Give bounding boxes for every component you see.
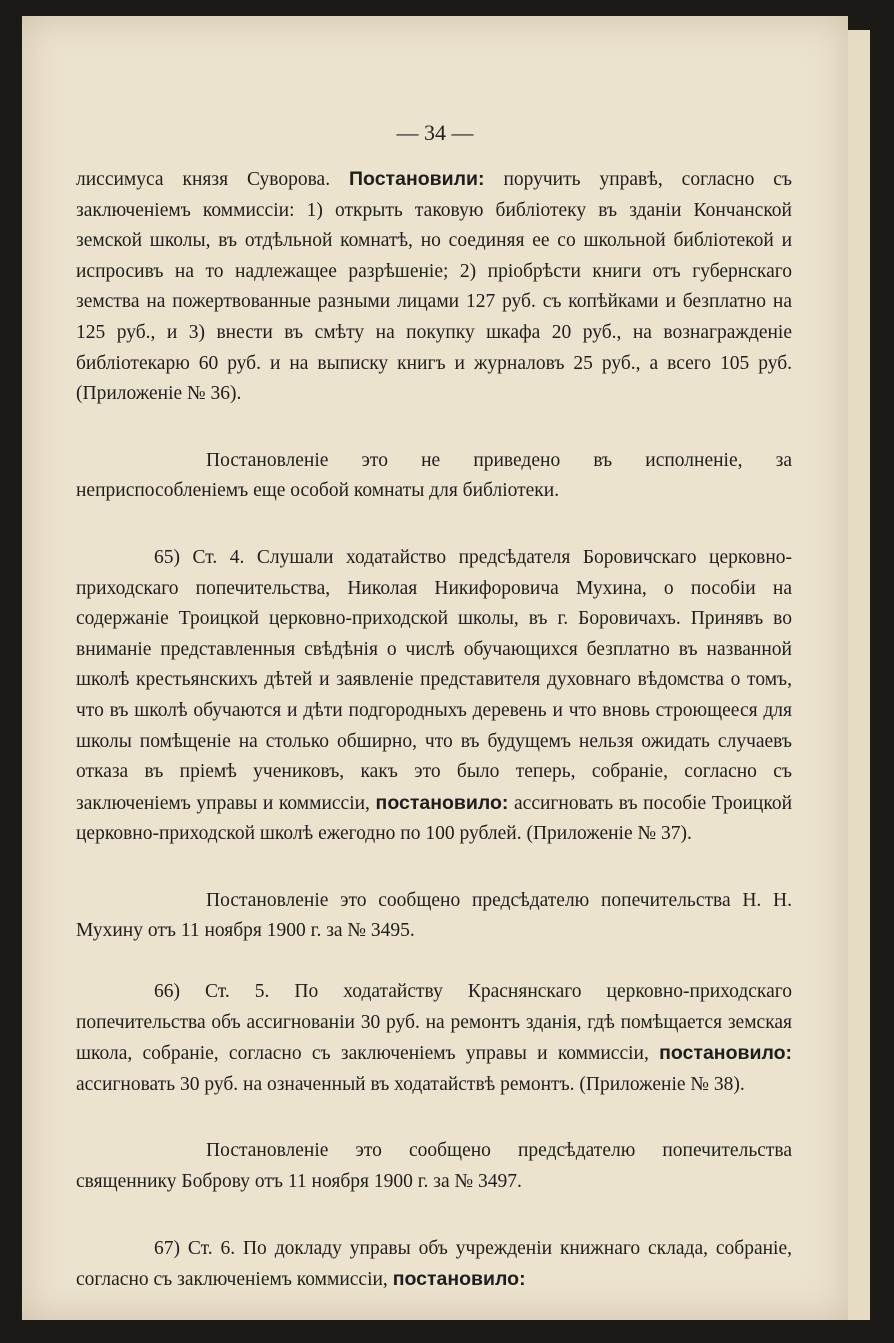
page-body — [76, 164, 792, 1296]
paragraph-67 — [76, 1234, 792, 1296]
resolution-keyword: постановило: — [659, 1042, 792, 1065]
adjacent-page-edge — [848, 30, 870, 1320]
resolution-keyword: постановило: — [392, 1268, 526, 1291]
text-run: поручить управѣ, согласно съ заключеніемъ коммиссіи: 1) открыть таковую библіотеку въ зданіи Кончанской земской школы, въ отдѣльной комнатѣ, но соединяя ее со школьной библіотекой и испросивъ на то надлежащее разрѣшеніе; 2) пріобрѣсти книги отъ губернскаго земства на пожертвованные разными лицами 127 руб. съ копѣйками и безплатно на 125 руб., и 3) внести въ смѣту на покупку шкафа 20 руб., на вознагражденіе библіотекарю 60 руб. и на выписку книгъ и журналовъ 25 руб., а всего 105 руб. (Приложеніе № 36). — [76, 169, 793, 405]
execution-note: Постановленіе это сообщено предсѣдателю попечительства священнику Боброву отъ 11 ноября 1900 г. за № 3497. — [76, 1140, 792, 1193]
text-run: 67) Ст. 6. По докладу управы объ учрежденіи книжнаго склада, собраніе, согласно съ заключеніемъ коммиссіи, — [76, 1237, 792, 1291]
resolution-keyword: постановило: — [375, 791, 509, 814]
text-run: лиссимуса князя Суворова. — [76, 169, 331, 190]
text-run: ассигновать въ пособіе Троицкой церковно-приходской школѣ ежегодно по 100 рублей. (Приложеніе № 37). — [76, 792, 793, 845]
text-run: ассигновать 30 руб. на означенный въ ходатайствѣ ремонтъ. (Приложеніе № 38). — [76, 1073, 745, 1095]
page-number: — 34 — — [396, 120, 474, 145]
resolution-keyword: Постановили: — [349, 168, 485, 190]
execution-note: Постановленіе это сообщено предсѣдателю попечительства Н. Н. Мухину отъ 11 ноября 1900 г. за № 3495. — [76, 889, 792, 942]
text-run: 66) Ст. 5. По ходатайству Краснянскаго церковно-приходскаго попечительства объ ассигнованіи 30 руб. на ремонтъ зданія, гдѣ помѣщается земская школа, собраніе, согласно съ заключеніемъ управы и коммиссіи, — [76, 981, 792, 1065]
execution-note: Постановленіе это не приведено въ исполненіе, за неприспособленіемъ еще особой комнаты для библіотеки. — [76, 449, 792, 502]
text-run: 65) Ст. 4. Слушали ходатайство предсѣдателя Боровичскаго церковно-приходскаго попечительства, Николая Никифоровича Мухина, о пособіи на содержаніе Троицкой церковно-приходской школы, въ г. Боровичахъ. Принявъ во вниманіе представленныя свѣдѣнія о числѣ обучающихся безплатно въ названной школѣ крестьянскихъ дѣтей и заявленіе представителя духовнаго вѣдомства о томъ, что въ школѣ обучаются и дѣти подгородныхъ деревень и что вновь строющееся для школы помѣщеніе на столько обширно, что въ будущемъ нельзя ожидать случаевъ отказа въ пріемѣ учениковъ, какъ это было теперь, собраніе, согласно съ заключеніемъ управы и коммиссіи, — [76, 546, 792, 814]
paragraph-65 — [76, 543, 792, 850]
paragraph-66 — [76, 977, 792, 1100]
book-page — [22, 16, 848, 1320]
paragraph-64-continuation — [76, 164, 792, 410]
